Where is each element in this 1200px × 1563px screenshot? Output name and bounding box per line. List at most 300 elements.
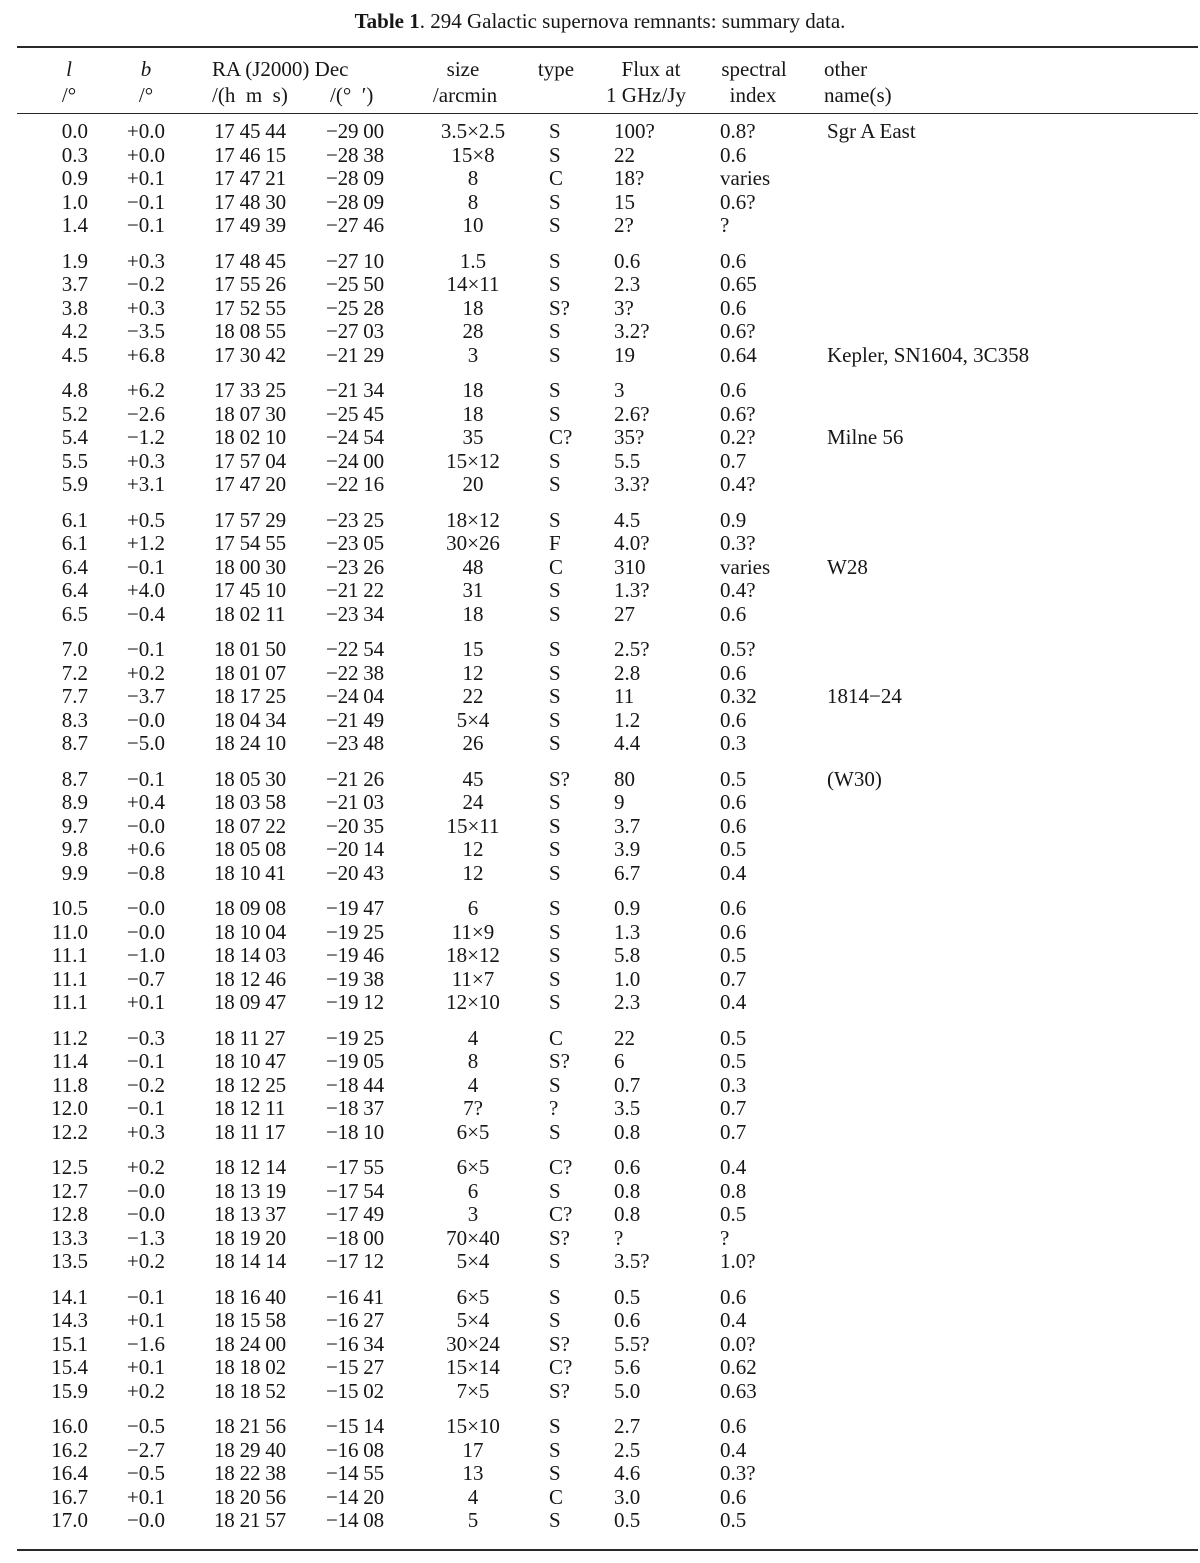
cell-type: S <box>549 637 561 661</box>
cell-index: 0.4 <box>720 860 747 885</box>
cell-ra: 18 29 40 <box>214 1437 286 1462</box>
cell-index: 0.6 <box>720 813 747 838</box>
cell-b: +0.1 <box>126 990 165 1015</box>
table-row <box>0 814 1200 838</box>
cell-ra: 18 19 20 <box>214 1225 286 1250</box>
cell-size: 10 <box>462 213 484 238</box>
table-row <box>0 402 1200 426</box>
cell-ra: 18 07 30 <box>214 401 286 426</box>
cell-size: 3 <box>467 342 479 367</box>
cell-index: 0.4? <box>720 578 756 603</box>
cell-l: 5.9 <box>61 472 88 497</box>
cell-flux: 3.3? <box>614 472 650 497</box>
cell-l: 11.4 <box>52 1049 88 1074</box>
cell-dec: −22 16 <box>326 472 384 497</box>
cell-b: −0.0 <box>126 1178 165 1203</box>
cell-l: 16.0 <box>51 1414 88 1438</box>
table-row <box>0 296 1200 320</box>
table-row <box>0 1155 1200 1179</box>
cell-l: 12.5 <box>51 1155 88 1179</box>
cell-index: 0.6 <box>720 919 747 944</box>
cell-ra: 17 47 21 <box>214 166 286 191</box>
cell-ra: 18 21 57 <box>214 1508 286 1533</box>
cell-index: 0.5 <box>720 1049 747 1074</box>
cell-dec: −16 27 <box>326 1308 384 1333</box>
cell-index: 0.62 <box>720 1355 757 1380</box>
cell-type: C? <box>549 425 573 450</box>
cell-index: 0.63 <box>720 1378 757 1403</box>
cell-size: 4 <box>467 1484 479 1509</box>
cell-ra: 18 18 52 <box>214 1378 286 1403</box>
table-row <box>0 1096 1200 1120</box>
cell-dec: −23 48 <box>326 731 384 756</box>
cell-size: 17 <box>462 1437 484 1462</box>
cell-index: 0.4 <box>720 1308 747 1333</box>
cell-size: 4 <box>467 1025 479 1050</box>
table-row <box>0 578 1200 602</box>
cell-size: 5×4 <box>456 1308 490 1333</box>
cell-dec: −17 54 <box>326 1178 384 1203</box>
cell-type: S <box>549 943 561 968</box>
cell-size: 15×8 <box>451 142 495 167</box>
table-row <box>0 1120 1200 1144</box>
cell-index: 0.8 <box>720 1178 747 1203</box>
cell-index: varies <box>720 554 771 579</box>
cell-b: −2.7 <box>126 1437 165 1462</box>
cell-l: 11.1 <box>52 943 88 968</box>
cell-b: +0.2 <box>126 1378 165 1403</box>
table-row <box>0 967 1200 991</box>
cell-dec: −18 10 <box>326 1119 384 1144</box>
table-row <box>0 943 1200 967</box>
cell-b: −3.5 <box>126 319 165 344</box>
cell-b: −1.0 <box>126 943 165 968</box>
cell-size: 6×5 <box>456 1284 490 1309</box>
cell-l: 8.7 <box>61 731 88 756</box>
cell-index: ? <box>720 213 730 238</box>
cell-b: +0.2 <box>126 660 165 685</box>
cell-index: 0.5 <box>720 943 747 968</box>
cell-flux: 100? <box>614 119 655 143</box>
cell-dec: −23 26 <box>326 554 384 579</box>
cell-flux: 0.6 <box>614 1155 641 1179</box>
cell-size: 12 <box>462 860 484 885</box>
cell-l: 11.0 <box>52 919 88 944</box>
cell-ra: 18 14 14 <box>214 1249 286 1274</box>
table-row <box>0 637 1200 661</box>
cell-l: 16.7 <box>51 1484 88 1509</box>
cell-ra: 17 52 55 <box>214 295 286 320</box>
table-row <box>0 661 1200 685</box>
cell-size: 26 <box>462 731 484 756</box>
cell-ra: 18 22 38 <box>214 1461 286 1486</box>
cell-b: +0.1 <box>126 1355 165 1380</box>
cell-size: 6 <box>467 896 479 920</box>
cell-b: −0.1 <box>126 1096 165 1121</box>
cell-flux: 3.5? <box>614 1249 650 1274</box>
header-dec-unit: /(° ′) <box>330 83 374 107</box>
cell-dec: −17 55 <box>326 1155 384 1179</box>
cell-index: ? <box>720 1225 730 1250</box>
cell-l: 13.3 <box>51 1225 88 1250</box>
cell-l: 0.0 <box>61 119 88 143</box>
cell-dec: −25 28 <box>326 295 384 320</box>
cell-flux: 0.8 <box>614 1202 641 1227</box>
cell-index: 0.6 <box>720 707 747 732</box>
cell-b: +0.3 <box>126 448 165 473</box>
cell-index: 0.3 <box>720 1072 747 1097</box>
cell-type: S <box>549 707 561 732</box>
cell-index: 0.7 <box>720 1119 747 1144</box>
cell-flux: 3.7 <box>614 813 641 838</box>
cell-flux: 5.5? <box>614 1331 650 1356</box>
cell-size: 6×5 <box>456 1119 490 1144</box>
cell-ra: 18 13 19 <box>214 1178 286 1203</box>
cell-index: 0.9 <box>720 507 747 532</box>
cell-ra: 18 01 50 <box>214 637 286 661</box>
cell-l: 11.8 <box>52 1072 88 1097</box>
table-row <box>0 1179 1200 1203</box>
cell-type: S <box>549 401 561 426</box>
cell-l: 1.0 <box>61 189 88 214</box>
cell-dec: −27 46 <box>326 213 384 238</box>
table-row <box>0 449 1200 473</box>
header-l-unit: /° <box>61 83 77 107</box>
cell-index: 0.6 <box>720 378 747 402</box>
cell-type: S <box>549 1284 561 1309</box>
cell-ra: 18 24 10 <box>214 731 286 756</box>
cell-size: 18×12 <box>446 507 500 532</box>
table-row <box>0 555 1200 579</box>
cell-l: 12.7 <box>51 1178 88 1203</box>
table-row <box>0 1508 1200 1532</box>
cell-dec: −15 27 <box>326 1355 384 1380</box>
cell-index: 0.6 <box>720 1284 747 1309</box>
cell-l: 5.2 <box>61 401 88 426</box>
cell-b: +0.1 <box>126 1484 165 1509</box>
cell-b: +1.2 <box>126 531 165 556</box>
cell-flux: 5.5 <box>614 448 641 473</box>
cell-b: −0.1 <box>126 213 165 238</box>
cell-size: 11×9 <box>451 919 495 944</box>
cell-ra: 18 07 22 <box>214 813 286 838</box>
cell-flux: 6.7 <box>614 860 641 885</box>
cell-b: +0.1 <box>126 166 165 191</box>
cell-type: C? <box>549 1155 573 1179</box>
cell-l: 6.1 <box>61 531 88 556</box>
cell-b: +0.4 <box>126 790 165 815</box>
cell-type: S <box>549 731 561 756</box>
cell-dec: −23 05 <box>326 531 384 556</box>
cell-b: +6.2 <box>126 378 165 402</box>
cell-flux: 1.3 <box>614 919 641 944</box>
cell-index: 0.6? <box>720 319 756 344</box>
cell-flux: 22 <box>614 1025 635 1050</box>
cell-dec: −14 08 <box>326 1508 384 1533</box>
cell-size: 30×26 <box>446 531 500 556</box>
cell-index: 0.3 <box>720 731 747 756</box>
table-row <box>0 731 1200 755</box>
cell-ra: 17 33 25 <box>214 378 286 402</box>
cell-dec: −28 09 <box>326 166 384 191</box>
table-row <box>0 119 1200 143</box>
cell-l: 15.1 <box>51 1331 88 1356</box>
cell-type: S <box>549 837 561 862</box>
cell-type: S <box>549 142 561 167</box>
cell-type: S <box>549 319 561 344</box>
cell-l: 11.2 <box>52 1025 88 1050</box>
cell-ra: 18 10 47 <box>214 1049 286 1074</box>
cell-l: 11.1 <box>52 990 88 1015</box>
header-names: name(s) <box>824 83 892 107</box>
cell-flux: 0.7 <box>614 1072 641 1097</box>
cell-size: 6 <box>467 1178 479 1203</box>
cell-other-name: Milne 56 <box>827 425 904 450</box>
cell-dec: −21 26 <box>326 766 384 791</box>
cell-size: 8 <box>467 189 479 214</box>
cell-type: S <box>549 213 561 238</box>
cell-index: 0.3? <box>720 1461 756 1486</box>
cell-flux: 15 <box>614 189 635 214</box>
cell-flux: 2? <box>614 213 634 238</box>
cell-flux: 5.6 <box>614 1355 641 1380</box>
cell-size: 5 <box>467 1508 479 1533</box>
cell-index: 0.5 <box>720 1508 747 1533</box>
cell-flux: 3.9 <box>614 837 641 862</box>
cell-type: S <box>549 966 561 991</box>
cell-flux: 1.0 <box>614 966 641 991</box>
cell-size: 31 <box>462 578 484 603</box>
table-row <box>0 249 1200 273</box>
cell-b: −1.2 <box>126 425 165 450</box>
cell-ra: 18 20 56 <box>214 1484 286 1509</box>
cell-b: −1.3 <box>126 1225 165 1250</box>
cell-size: 18 <box>462 295 484 320</box>
cell-index: 0.6 <box>720 1484 747 1509</box>
cell-dec: −15 02 <box>326 1378 384 1403</box>
cell-flux: 2.5? <box>614 637 650 661</box>
cell-b: −0.1 <box>126 766 165 791</box>
cell-other-name: Kepler, SN1604, 3C358 <box>827 342 1030 367</box>
cell-index: 0.0? <box>720 1331 756 1356</box>
cell-type: S <box>549 578 561 603</box>
cell-flux: 2.8 <box>614 660 641 685</box>
cell-size: 24 <box>462 790 484 815</box>
cell-type: S <box>549 1437 561 1462</box>
table-row <box>0 861 1200 885</box>
cell-type: S <box>549 1178 561 1203</box>
cell-index: 0.5 <box>720 766 747 791</box>
cell-type: S? <box>549 1049 570 1074</box>
cell-type: S <box>549 342 561 367</box>
cell-size: 15×10 <box>446 1414 500 1438</box>
cell-index: 0.5 <box>720 1025 747 1050</box>
cell-dec: −16 41 <box>326 1284 384 1309</box>
cell-b: +0.1 <box>126 1308 165 1333</box>
cell-b: −0.0 <box>126 813 165 838</box>
cell-type: S <box>549 1249 561 1274</box>
cell-index: 0.5? <box>720 637 756 661</box>
cell-dec: −19 25 <box>326 1025 384 1050</box>
cell-ra: 18 15 58 <box>214 1308 286 1333</box>
cell-dec: −21 49 <box>326 707 384 732</box>
cell-dec: −21 34 <box>326 378 384 402</box>
cell-dec: −29 00 <box>326 119 384 143</box>
cell-type: S <box>549 189 561 214</box>
cell-l: 11.1 <box>52 966 88 991</box>
cell-ra: 18 00 30 <box>214 554 286 579</box>
cell-l: 16.4 <box>51 1461 88 1486</box>
cell-flux: 4.6 <box>614 1461 641 1486</box>
table-row <box>0 425 1200 449</box>
cell-flux: 11 <box>614 684 635 709</box>
cell-dec: −19 12 <box>326 990 384 1015</box>
cell-index: 0.6 <box>720 295 747 320</box>
cell-dec: −28 09 <box>326 189 384 214</box>
cell-flux: 1.2 <box>614 707 641 732</box>
cell-dec: −14 20 <box>326 1484 384 1509</box>
cell-ra: 18 12 11 <box>214 1096 286 1121</box>
cell-type: S <box>549 248 561 273</box>
cell-flux: 6 <box>614 1049 625 1074</box>
cell-type: S <box>549 472 561 497</box>
cell-b: −0.1 <box>126 554 165 579</box>
cell-ra: 18 10 04 <box>214 919 286 944</box>
cell-ra: 18 12 14 <box>214 1155 286 1179</box>
cell-l: 0.3 <box>61 142 88 167</box>
cell-l: 17.0 <box>51 1508 88 1533</box>
cell-size: 28 <box>462 319 484 344</box>
cell-size: 3.5×2.5 <box>440 119 506 143</box>
cell-flux: 310 <box>614 554 646 579</box>
cell-l: 5.4 <box>61 425 88 450</box>
cell-b: −0.0 <box>126 1202 165 1227</box>
cell-flux: 35? <box>614 425 645 450</box>
cell-l: 15.9 <box>51 1378 88 1403</box>
cell-b: +0.2 <box>126 1155 165 1179</box>
table-row <box>0 531 1200 555</box>
cell-type: S <box>549 919 561 944</box>
cell-type: C <box>549 1025 564 1050</box>
cell-dec: −22 38 <box>326 660 384 685</box>
cell-l: 7.7 <box>61 684 88 709</box>
cell-ra: 18 02 10 <box>214 425 286 450</box>
cell-ra: 18 10 41 <box>214 860 286 885</box>
table-row <box>0 767 1200 791</box>
cell-ra: 18 12 46 <box>214 966 286 991</box>
header-size-unit: /arcmin <box>432 83 498 107</box>
cell-ra: 18 05 08 <box>214 837 286 862</box>
cell-type: F <box>549 531 561 556</box>
cell-ra: 17 49 39 <box>214 213 286 238</box>
cell-size: 11×7 <box>451 966 495 991</box>
cell-dec: −15 14 <box>326 1414 384 1438</box>
cell-dec: −24 00 <box>326 448 384 473</box>
cell-dec: −16 08 <box>326 1437 384 1462</box>
cell-ra: 18 24 00 <box>214 1331 286 1356</box>
cell-index: 0.6 <box>720 601 747 626</box>
table-row <box>0 272 1200 296</box>
cell-type: S <box>549 507 561 532</box>
cell-l: 8.7 <box>61 766 88 791</box>
cell-l: 1.9 <box>61 248 88 273</box>
table-row <box>0 990 1200 1014</box>
cell-flux: 2.6? <box>614 401 650 426</box>
cell-index: 0.4 <box>720 990 747 1015</box>
cell-flux: 3.0 <box>614 1484 641 1509</box>
cell-type: S <box>549 684 561 709</box>
cell-ra: 18 01 07 <box>214 660 286 685</box>
table-row <box>0 1249 1200 1273</box>
cell-dec: −27 03 <box>326 319 384 344</box>
header-b: b <box>140 57 152 81</box>
cell-l: 8.9 <box>61 790 88 815</box>
cell-size: 18 <box>462 601 484 626</box>
cell-type: S <box>549 660 561 685</box>
cell-dec: −18 37 <box>326 1096 384 1121</box>
cell-b: −0.2 <box>126 1072 165 1097</box>
cell-l: 8.3 <box>61 707 88 732</box>
cell-index: 0.6 <box>720 896 747 920</box>
cell-type: S <box>549 1461 561 1486</box>
table-row <box>0 143 1200 167</box>
table-row <box>0 1461 1200 1485</box>
cell-index: 0.6 <box>720 1414 747 1438</box>
cell-l: 4.5 <box>61 342 88 367</box>
cell-l: 14.3 <box>51 1308 88 1333</box>
cell-index: 0.6? <box>720 189 756 214</box>
cell-l: 7.2 <box>61 660 88 685</box>
cell-index: 0.6? <box>720 401 756 426</box>
cell-index: 0.6 <box>720 790 747 815</box>
cell-type: S <box>549 601 561 626</box>
cell-type: S? <box>549 1378 570 1403</box>
cell-b: +6.8 <box>126 342 165 367</box>
cell-b: +0.6 <box>126 837 165 862</box>
cell-size: 15×14 <box>446 1355 500 1380</box>
table-row <box>0 1485 1200 1509</box>
cell-index: 0.4? <box>720 472 756 497</box>
cell-dec: −19 38 <box>326 966 384 991</box>
table-row <box>0 1308 1200 1332</box>
cell-ra: 18 12 25 <box>214 1072 286 1097</box>
cell-dec: −23 25 <box>326 507 384 532</box>
cell-dec: −20 35 <box>326 813 384 838</box>
cell-b: +0.3 <box>126 1119 165 1144</box>
cell-ra: 17 57 29 <box>214 507 286 532</box>
cell-index: 0.7 <box>720 1096 747 1121</box>
cell-ra: 18 09 47 <box>214 990 286 1015</box>
cell-dec: −27 10 <box>326 248 384 273</box>
cell-size: 18 <box>462 401 484 426</box>
table-row <box>0 1049 1200 1073</box>
table-row <box>0 166 1200 190</box>
table-row <box>0 1355 1200 1379</box>
cell-other-name: W28 <box>827 554 868 579</box>
cell-flux: 2.5 <box>614 1437 641 1462</box>
table-row <box>0 837 1200 861</box>
cell-type: S <box>549 1508 561 1533</box>
cell-size: 8 <box>467 166 479 191</box>
cell-ra: 18 05 30 <box>214 766 286 791</box>
cell-flux: 4.0? <box>614 531 650 556</box>
cell-l: 12.8 <box>51 1202 88 1227</box>
table-row <box>0 213 1200 237</box>
table-row <box>0 319 1200 343</box>
cell-b: −0.0 <box>126 919 165 944</box>
cell-size: 12×10 <box>446 990 500 1015</box>
cell-dec: −16 34 <box>326 1331 384 1356</box>
